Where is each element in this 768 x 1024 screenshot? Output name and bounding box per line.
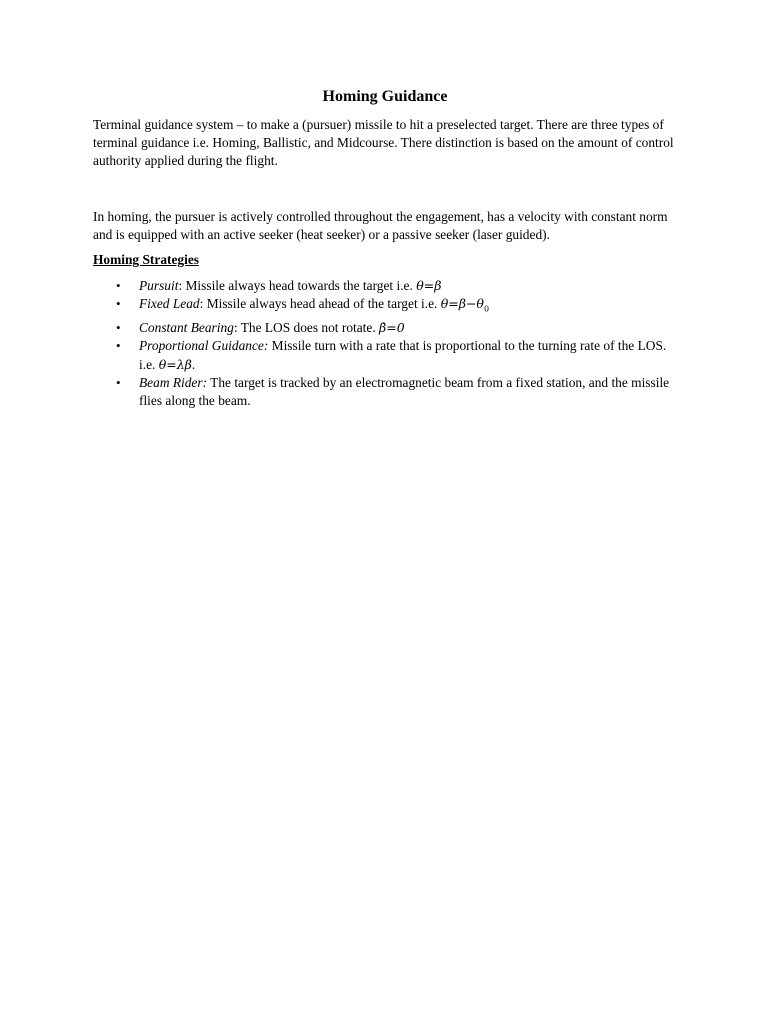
formula-main: θ=β−θ [440, 296, 484, 312]
bullet-icon: • [116, 278, 121, 294]
strategy-description: The target is tracked by an electromagnetic beam from a fixed station, and the missile flies along the beam. [139, 374, 670, 408]
strategy-item-beam-rider [93, 374, 677, 410]
bullet-icon: • [116, 296, 121, 312]
document-title: Homing Guidance [322, 88, 448, 105]
strategy-term: Beam Rider: [139, 374, 208, 390]
strategy-term: Pursuit [139, 278, 179, 294]
bullet-icon: • [116, 374, 121, 390]
strategy-item-fixed-lead [93, 295, 677, 319]
strategy-separator: : [199, 296, 204, 312]
strategy-item-pursuit [93, 277, 677, 295]
document-page [93, 86, 677, 410]
strategy-item-constant-bearing [93, 319, 677, 337]
homing-paragraph: In homing, the pursuer is actively controlled throughout the engagement, has a velocity with constant norm and is equipped with an active seeker (heat seeker) or a passive seeker (laser guided). [93, 208, 668, 242]
strategy-description: Missile turn with a rate that is proportional to the turning rate of the LOS. i.e. [139, 338, 667, 372]
bullet-icon: • [116, 320, 121, 336]
bullet-icon: • [116, 338, 121, 354]
intro-paragraph: Terminal guidance system – to make a (pursuer) missile to hit a preselected target. There are three types of terminal guidance i.e. Homing, Ballistic, and Midcourse. There distinction is based on the amount of control authority applied during the flight. [93, 117, 674, 169]
strategy-separator: : [178, 278, 183, 294]
strategy-formula: β̇=0 [379, 320, 405, 336]
strategy-formula: θ=λβ [158, 356, 192, 372]
strategy-formula: θ=β [416, 278, 442, 294]
strategy-term: Fixed Lead [139, 296, 200, 312]
strategy-description: Missile always head towards the target i.e. [182, 278, 417, 294]
strategy-description: Missile always head ahead of the target i.e. [203, 296, 441, 312]
strategy-description: The LOS does not rotate. [237, 320, 380, 336]
strategy-separator: : [233, 320, 238, 336]
strategy-item-proportional-guidance [93, 337, 677, 373]
strategy-term: Constant Bearing [139, 320, 234, 336]
strategy-tail: . [191, 356, 196, 372]
formula-subscript: 0 [483, 304, 490, 314]
section-heading-homing-strategies: Homing Strategies [93, 252, 199, 268]
strategy-formula [440, 296, 490, 314]
strategy-term: Proportional Guidance: [139, 338, 269, 354]
strategy-list [93, 277, 677, 410]
